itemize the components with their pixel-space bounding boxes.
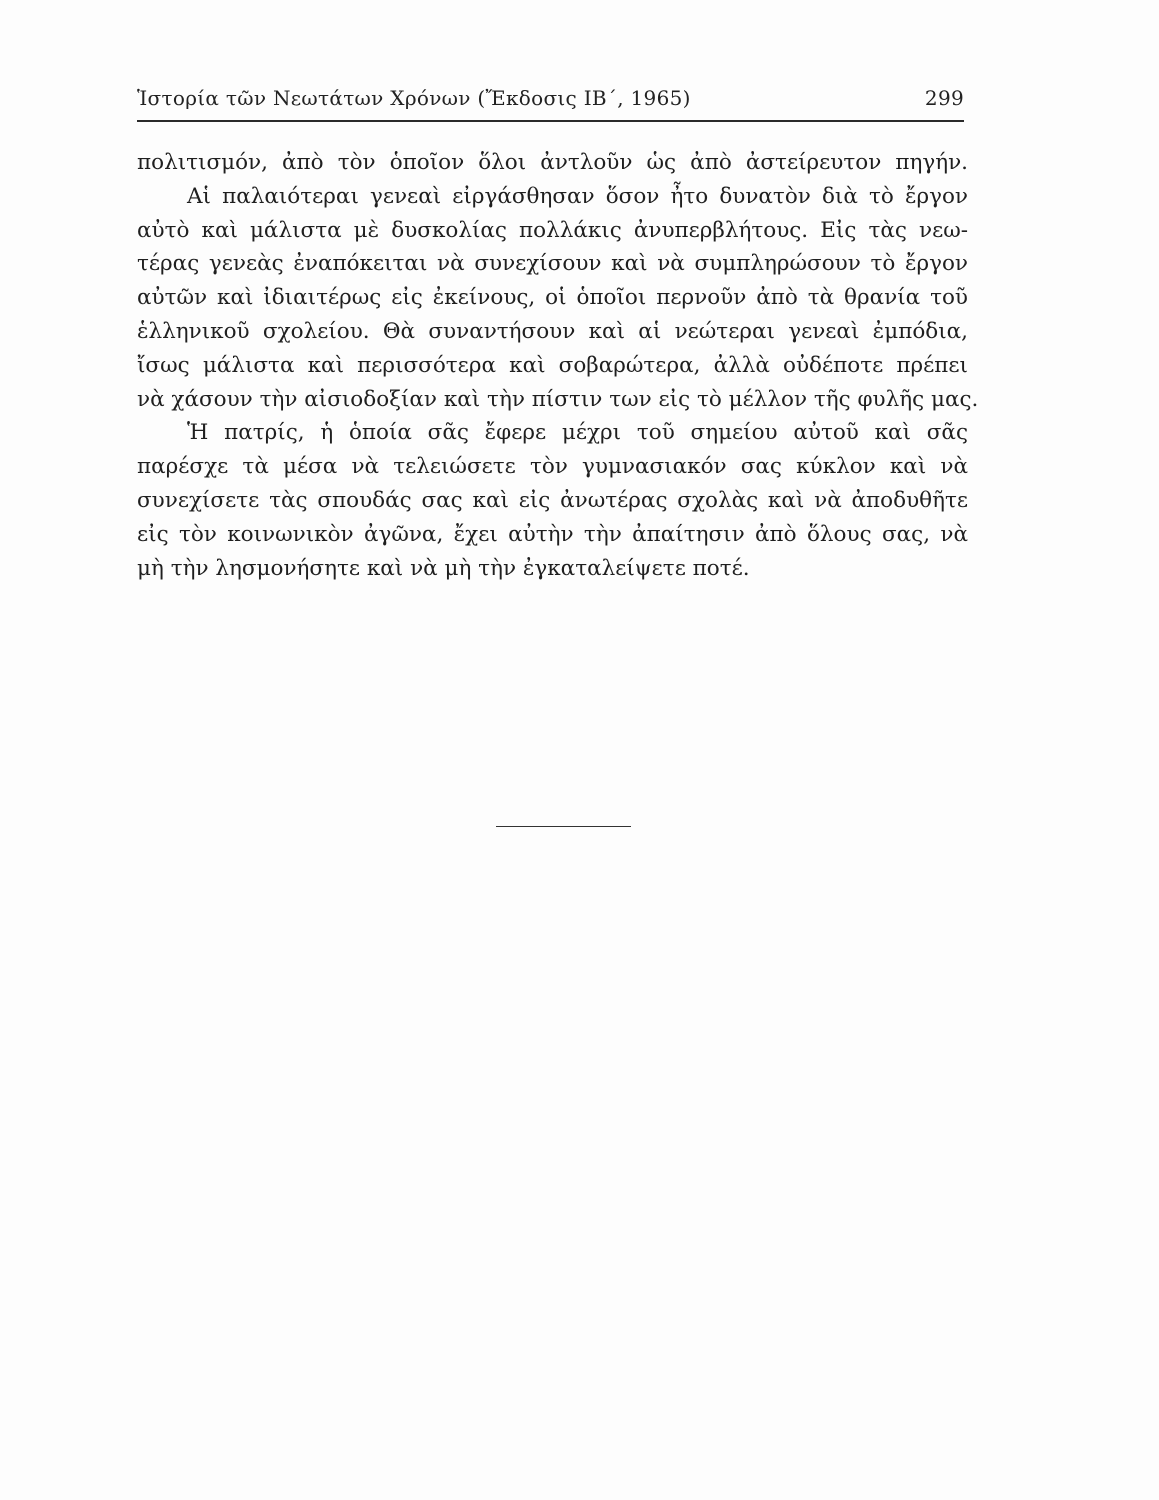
text-line: συνεχίσετε τὰς σπουδάς σας καὶ εἰς ἀνωτέρας σχολὰς καὶ νὰ ἀποδυθῆτε [137,487,968,513]
page-number: 299 [924,86,964,110]
text-line: αὐτὸ καὶ μάλιστα μὲ δυσκολίας πολλάκις ἀνυπερβλήτους. Εἰς τὰς νεω- [137,217,968,243]
text-line: Αἱ παλαιότεραι γενεαὶ εἰργάσθησαν ὅσον ἦτο δυνατὸν διὰ τὸ ἔργον [187,183,968,209]
text-line: παρέσχε τὰ μέσα νὰ τελειώσετε τὸν γυμνασιακόν σας κύκλον καὶ νὰ [137,454,968,480]
text-line: ἴσως μάλιστα καὶ περισσότερα καὶ σοβαρώτερα, ἀλλὰ οὐδέποτε πρέπει [137,352,968,378]
running-header-title: Ἱστορία τῶν Νεωτάτων Χρόνων (Ἔκδοσις ΙΒ΄, 1965) [137,86,691,110]
text-line: εἰς τὸν κοινωνικὸν ἀγῶνα, ἔχει αὐτὴν τὴν ἀπαίτησιν ἀπὸ ὅλους σας, νὰ [137,521,968,547]
text-line: αὐτῶν καὶ ἰδιαιτέρως εἰς ἐκείνους, οἱ ὁποῖοι περνοῦν ἀπὸ τὰ θρανία τοῦ [137,285,968,311]
text-line: πολιτισμόν, ἀπὸ τὸν ὁποῖον ὅλοι ἀντλοῦν ὡς ἀπὸ ἀστείρευτον πηγήν. [137,150,968,175]
text-line: ἑλληνικοῦ σχολείου. Θὰ συναντήσουν καὶ αἱ νεώτεραι γενεαὶ ἐμπόδια, [137,318,968,344]
body-text [137,146,979,585]
text-line: μὴ τὴν λησμονήσητε καὶ νὰ μὴ τὴν ἐγκαταλείψετε ποτέ. [137,555,750,581]
text-line: νὰ χάσουν τὴν αἰσιοδοξίαν καὶ τὴν πίστιν των εἰς τὸ μέλλον τῆς φυλῆς μας. [137,386,979,412]
section-end-rule [496,826,631,827]
running-header [137,86,964,116]
header-rule [137,120,964,122]
text-line: Ἡ πατρίς, ἡ ὁποία σᾶς ἔφερε μέχρι τοῦ σημείου αὐτοῦ καὶ σᾶς [187,420,968,446]
text-line: τέρας γενεὰς ἐναπόκειται νὰ συνεχίσουν καὶ νὰ συμπληρώσουν τὸ ἔργον [137,251,968,277]
